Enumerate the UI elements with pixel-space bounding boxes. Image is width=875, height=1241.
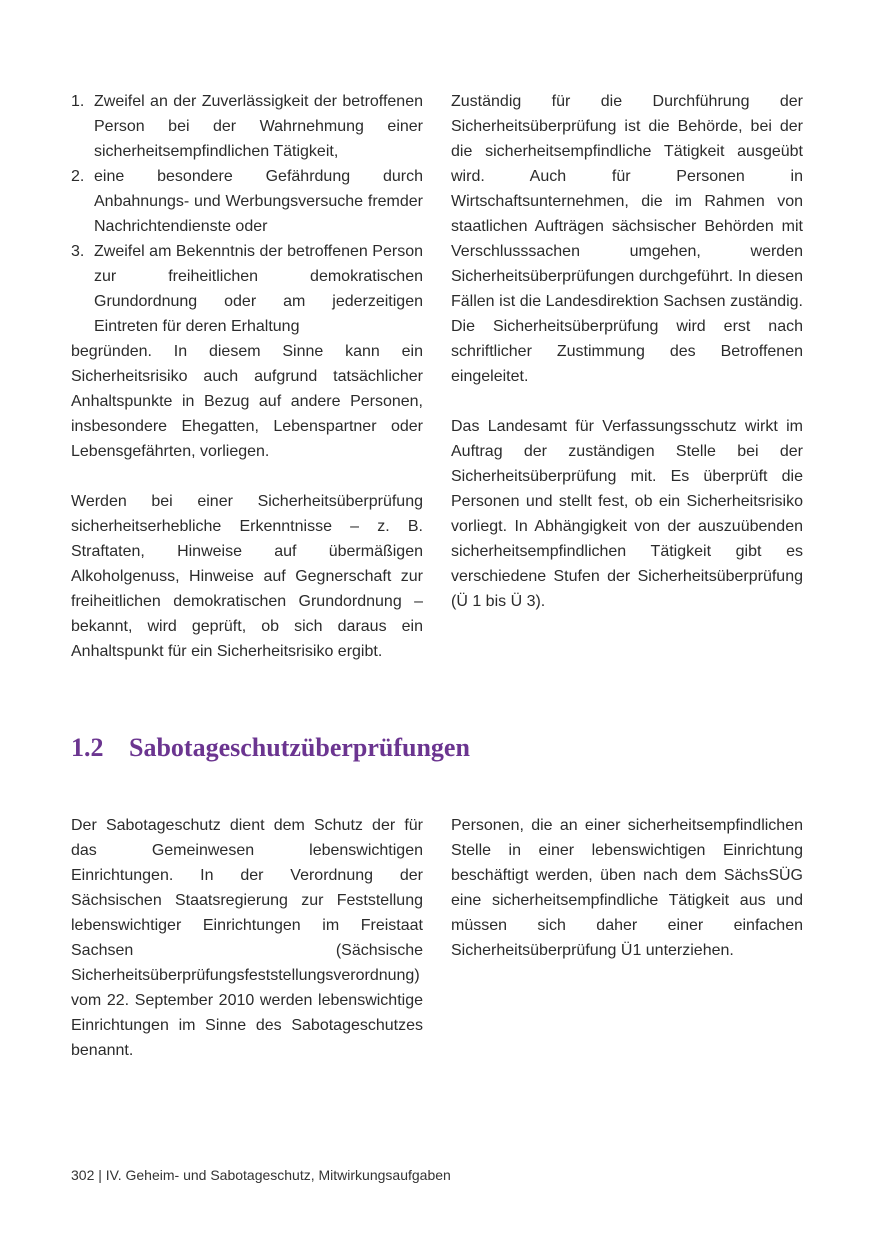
- left-column-bottom: [71, 813, 423, 1063]
- reasons-list: [71, 89, 423, 339]
- section-title: Sabotageschutzüberprüfungen: [129, 733, 470, 762]
- list-item-text: eine besondere Gefährdung durch Anbahnungs- und Werbungsversuche fremder Nachrichtendienste oder: [94, 168, 423, 235]
- list-item-text: Zweifel an der Zuverlässigkeit der betroffenen Person bei der Wahrnehmung einer sicherheitsempfindlichen Tätigkeit,: [94, 93, 423, 160]
- list-item-number: 2.: [71, 168, 85, 185]
- paragraph: begründen. In diesem Sinne kann ein Sicherheitsrisiko auch aufgrund tatsächlicher Anhaltspunkte in Bezug auf andere Personen, insbesondere Ehegatten, Lebenspartner oder Lebensgefährten, vorliegen.: [71, 343, 423, 460]
- right-column-top: [451, 89, 803, 614]
- page-footer: 302 | IV. Geheim- und Sabotageschutz, Mitwirkungsaufgaben: [71, 1167, 451, 1183]
- paragraph: Der Sabotageschutz dient dem Schutz der für das Gemeinwesen lebenswichtigen Einrichtungen. In der Verordnung der Sächsischen Staatsregierung zur Feststellung lebenswichtiger Einrichtungen im Freistaat Sachsen (Sächsische Sicherheitsüberprüfungsfeststellungsverordnung) vom 22. September 2010 werden lebenswichtige Einrichtungen im Sinne des Sabotageschutzes benannt.: [71, 817, 423, 1059]
- paragraph: Werden bei einer Sicherheitsüberprüfung sicherheitserhebliche Erkenntnisse – z. B. Straftaten, Hinweise auf übermäßigen Alkoholgenuss, Hinweise auf Gegnerschaft zur freiheitlichen demokratischen Grundordnung – bekannt, wird geprüft, ob sich daraus ein Anhaltspunkt für ein Sicherheitsrisiko ergibt.: [71, 493, 423, 660]
- list-item-text: Zweifel am Bekenntnis der betroffenen Person zur freiheitlichen demokratischen Grundordnung oder am jederzeitigen Eintreten für deren Erhaltung: [94, 243, 423, 335]
- list-item: [71, 89, 423, 164]
- left-column-top: [71, 89, 423, 664]
- section-heading: [71, 728, 470, 768]
- section-number: 1.2: [71, 733, 104, 762]
- list-item: [71, 239, 423, 339]
- list-item-number: 1.: [71, 93, 85, 110]
- paragraph: Zuständig für die Durchführung der Sicherheitsüberprüfung ist die Behörde, bei der die sicherheitsempfindliche Tätigkeit ausgeübt wird. Auch für Personen in Wirtschaftsunternehmen, die im Rahmen von staatlichen Aufträgen sächsischer Behörden mit Verschlusssachen umgehen, werden Sicherheitsüberprüfungen durchgeführt. In diesen Fällen ist die Landesdirektion Sachsen zuständig. Die Sicherheitsüberprüfung wird erst nach schriftlicher Zustimmung des Betroffenen eingeleitet.: [451, 93, 803, 385]
- paragraph: Personen, die an einer sicherheitsempfindlichen Stelle in einer lebenswichtigen Einrichtung beschäftigt werden, üben nach dem SächsSÜG eine sicherheitsempfindliche Tätigkeit aus und müssen sich daher einer einfachen Sicherheitsüberprüfung Ü1 unterziehen.: [451, 817, 803, 959]
- paragraph: Das Landesamt für Verfassungsschutz wirkt im Auftrag der zuständigen Stelle bei der Sicherheitsüberprüfung mit. Es überprüft die Personen und stellt fest, ob ein Sicherheitsrisiko vorliegt. In Abhängigkeit von der auszuübenden sicherheitsempfindlichen Tätigkeit gibt es verschiedene Stufen der Sicherheitsüberprüfung (Ü 1 bis Ü 3).: [451, 418, 803, 610]
- list-item: [71, 164, 423, 239]
- list-item-number: 3.: [71, 243, 85, 260]
- right-column-bottom: [451, 813, 803, 963]
